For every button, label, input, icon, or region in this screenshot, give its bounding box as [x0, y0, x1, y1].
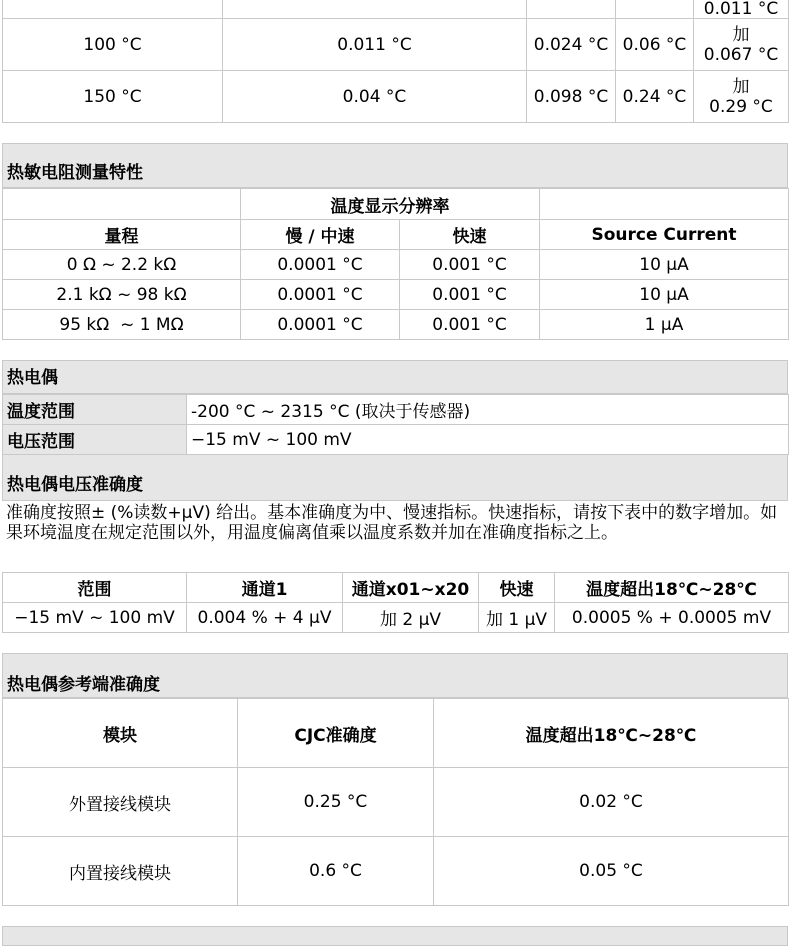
table-cell: 10 μA	[540, 280, 789, 310]
table-cell: 10 μA	[540, 250, 789, 280]
table-cell: 加 2 μV	[343, 603, 479, 633]
table-header-row	[3, 699, 789, 768]
column-header: 范围	[3, 573, 187, 603]
section-title-thermocouple: 热电偶	[2, 360, 788, 394]
table-row	[3, 768, 789, 837]
table-row	[3, 189, 789, 220]
table-cell: 0.05 °C	[434, 837, 789, 906]
table-cell: 0.024 °C	[527, 19, 616, 71]
table-cell: 0.6 °C	[238, 837, 434, 906]
column-header: 通道x01~x20	[343, 573, 479, 603]
table-row	[3, 837, 789, 906]
table-cell: 加 1 μV	[479, 603, 555, 633]
accuracy-note: 准确度按照± (%读数+μV) 给出。基本准确度为中、慢速指标。快速指标，请按下表中的数字增加。如果环境温度在规定范围以外，用温度偏离值乘以温度系数并加在准确度指标之上。	[6, 503, 778, 543]
table-row	[3, 280, 789, 310]
table-cell: 0.0001 °C	[241, 310, 400, 340]
table-cell: 加 0.067 °C	[694, 19, 789, 71]
section-title-thermistor: 热敏电阻测量特性	[2, 143, 788, 188]
table-cell: 0.0001 °C	[241, 280, 400, 310]
column-header: 量程	[3, 220, 241, 250]
column-header: CJC准确度	[238, 699, 434, 768]
table-cell: 2.1 kΩ ~ 98 kΩ	[3, 280, 241, 310]
table-cell: 0.011 °C	[223, 19, 527, 71]
section-title-next	[2, 926, 788, 946]
column-header: 通道1	[187, 573, 343, 603]
table-row	[3, 250, 789, 280]
table-cell: 1 μA	[540, 310, 789, 340]
table-row	[3, 19, 789, 71]
table-cell: 0.24 °C	[616, 71, 694, 123]
table-cell: 0.25 °C	[238, 768, 434, 837]
row-label: 电压范围	[3, 425, 187, 455]
table-cell: 内置接线模块	[3, 837, 238, 906]
table-cell: 0.001 °C	[400, 280, 540, 310]
thermistor-table	[2, 188, 789, 340]
table-cell: 0.04 °C	[223, 71, 527, 123]
table-cell: 0 Ω ~ 2.2 kΩ	[3, 250, 241, 280]
group-header: 温度显示分辨率	[241, 189, 540, 220]
table-row	[3, 71, 789, 123]
tc-reference-table	[2, 698, 789, 906]
table-cell: 0.0001 °C	[241, 250, 400, 280]
table-cell: 150 °C	[3, 71, 223, 123]
table-header-row	[3, 220, 789, 250]
column-header: 模块	[3, 699, 238, 768]
table-row	[3, 425, 789, 455]
section-title-tc-reference: 热电偶参考端准确度	[2, 653, 788, 698]
column-header: Source Current	[540, 220, 789, 250]
row-value: -200 °C ~ 2315 °C (取决于传感器)	[187, 395, 789, 425]
table-cell: 0.0005 % + 0.0005 mV	[555, 603, 789, 633]
column-header: 温度超出18℃~28℃	[434, 699, 789, 768]
row-value: −15 mV ~ 100 mV	[187, 425, 789, 455]
table-cell: 0.098 °C	[527, 71, 616, 123]
table-cell: 0.004 % + 4 μV	[187, 603, 343, 633]
table-cell: 外置接线模块	[3, 768, 238, 837]
column-header: 温度超出18℃~28℃	[555, 573, 789, 603]
row-label: 温度范围	[3, 395, 187, 425]
table-row	[3, 0, 789, 19]
table-header-row	[3, 573, 789, 603]
table-cell: 0.02 °C	[434, 768, 789, 837]
thermocouple-table	[2, 394, 789, 455]
table-row	[3, 310, 789, 340]
column-header: 慢 / 中速	[241, 220, 400, 250]
table-cell: 加 0.29 °C	[694, 71, 789, 123]
section-title-tc-voltage: 热电偶电压准确度	[2, 454, 788, 501]
table-cell: −15 mV ~ 100 mV	[3, 603, 187, 633]
column-header: 快速	[479, 573, 555, 603]
table-cell: 0.001 °C	[400, 250, 540, 280]
table-cell: 0.011 °C	[694, 0, 789, 19]
table-cell: 100 °C	[3, 19, 223, 71]
tc-voltage-table	[2, 572, 789, 633]
table-cell: 0.06 °C	[616, 19, 694, 71]
column-header: 快速	[400, 220, 540, 250]
table-row	[3, 395, 789, 425]
table-row	[3, 603, 789, 633]
table-cell: 0.001 °C	[400, 310, 540, 340]
table-cell: 95 kΩ ~ 1 MΩ	[3, 310, 241, 340]
temperature-accuracy-table	[2, 0, 789, 123]
